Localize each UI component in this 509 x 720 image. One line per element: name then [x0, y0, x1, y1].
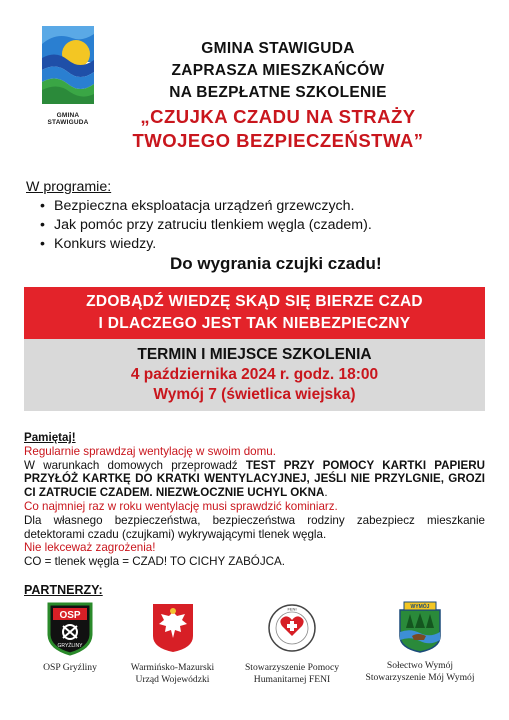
partner-wymoj-line-2: Stowarzyszenie Mój Wymój: [365, 672, 475, 683]
notice-line-4: Dla własnego bezpieczeństwa, bezpieczeństwa rodziny zabezpiecz mieszkanie detektorami czadu (czujkami) wykrywającymi tlenek węgla.: [24, 513, 485, 541]
partner-feni: [232, 602, 352, 686]
red-banner: [24, 287, 485, 339]
partner-wymoj-line-1: Sołectwo Wymój: [386, 660, 454, 671]
partners-title: PARTNERZY:: [24, 583, 103, 597]
notice-line-2-start: W warunkach domowych przeprowadź: [24, 458, 246, 472]
partner-wmuw-line-2: Urząd Wojewódzki: [135, 674, 210, 685]
prize-text: Do wygrania czujki czadu!: [170, 254, 382, 273]
program-section: [26, 178, 476, 254]
notice-line-2: [24, 459, 485, 500]
notice-title: Pamiętaj!: [24, 431, 76, 444]
program-item: • Bezpieczna eksploatacja urządzeń grzewczych.: [40, 197, 476, 216]
partner-wymoj: [355, 600, 485, 684]
event-place: Wymój 7 (świetlica wiejska): [153, 386, 356, 403]
notice-line-3: Co najmniej raz w roku wentylację musi sprawdzić kominiarz.: [24, 499, 338, 513]
header-line-3: NA BEZPŁATNE SZKOLENIE: [169, 84, 387, 101]
banner-line-1: ZDOBĄDŹ WIEDZĘ SKĄD SIĘ BIERZE CZAD: [86, 293, 423, 310]
eagle-emblem-icon: [151, 602, 195, 654]
notice-line-5: Nie lekceważ zagrożenia!: [24, 541, 156, 555]
gmina-logo: [36, 24, 100, 124]
partner-wmuw-line-1: Warmińsko-Mazurski: [130, 662, 215, 673]
program-item: • Konkurs wiedzy.: [40, 235, 476, 254]
event-banner: [24, 339, 485, 411]
gmina-emblem-icon: [36, 24, 100, 108]
notice-line-1: Regularnie sprawdzaj wentylację w swoim domu.: [24, 444, 276, 458]
program-title: W programie:: [26, 179, 112, 195]
header-line-2: ZAPRASZA MIESZKAŃCÓW: [171, 62, 385, 79]
partner-wmuw: [115, 602, 230, 686]
notice-line-6: CO = tlenek węgla = CZAD! TO CICHY ZABÓJCA.: [24, 555, 285, 569]
header: [98, 38, 458, 153]
osp-badge-text: OSP: [59, 610, 81, 621]
logo-text: GMINA STAWIGUDA: [47, 112, 89, 126]
banner-line-2: I DLACZEGO JEST TAK NIEBEZPIECZNY: [98, 315, 411, 332]
partner-osp: [30, 600, 110, 674]
program-item: • Jak pomóc przy zatruciu tlenkiem węgla (czadem).: [40, 216, 476, 235]
osp-badge-sub: GRYŹLINY: [57, 643, 83, 649]
notice-section: [24, 431, 485, 569]
partner-osp-name: OSP Gryźliny: [43, 662, 97, 673]
wymoj-badge-text: WYMÓJ: [410, 604, 430, 610]
event-date: 4 października 2024 r. godz. 18:00: [130, 366, 379, 383]
notice-line-2-end: .: [324, 486, 328, 500]
partner-feni-line-1: Stowarzyszenie Pomocy: [244, 662, 340, 673]
feni-logo-icon: [266, 602, 318, 654]
event-heading: TERMIN I MIEJSCE SZKOLENIA: [137, 346, 372, 363]
wymoj-crest-icon: [398, 600, 442, 654]
program-list: [40, 197, 476, 254]
partner-feni-line-2: Humanitarnej FENI: [253, 674, 331, 685]
title-line-2: TWOJEGO BEZPIECZEŃSTWA”: [132, 130, 424, 151]
notice-test-instructions: TEST PRZY POMOCY KARTKI PAPIERU PRZYŁÓŻ KARTKĘ DO KRATKI WENTYLACYJNEJ, JEŚLI NIE PRZYLGNIE, GROZI CI ZATRUCIE CZADEM. NIEZWŁOCZNIE UCHYL OKNA: [24, 458, 485, 500]
feni-badge-text: FENI: [287, 606, 297, 612]
title-line-1: „CZUJKA CZADU NA STRAŻY: [140, 106, 416, 127]
osp-badge-icon: [45, 600, 95, 656]
header-line-1: GMINA STAWIGUDA: [201, 40, 355, 57]
